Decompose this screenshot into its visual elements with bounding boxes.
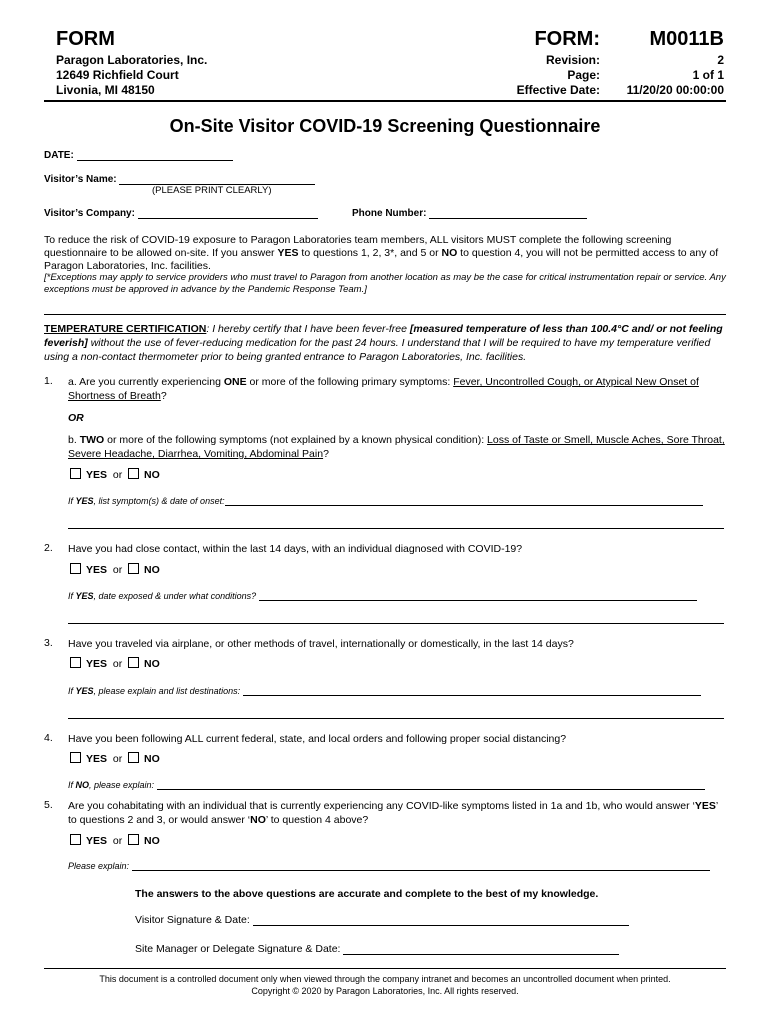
- q3-text: Have you traveled via airplane, or other methods of travel, internationally or domestically, in the last 14 days?: [68, 638, 574, 650]
- q1b-bold: TWO: [79, 434, 105, 446]
- q1-followup: [68, 496, 703, 506]
- page-title: On-Site Visitor COVID-19 Screening Questionnaire: [169, 116, 601, 136]
- q2-if-pre: If: [68, 591, 76, 601]
- company-address: [56, 53, 207, 98]
- manager-signature-line[interactable]: [343, 944, 619, 955]
- q1-no-checkbox[interactable]: [128, 468, 139, 479]
- page-value: 1 of 1: [692, 68, 724, 82]
- q2-yes-label: YES: [86, 564, 108, 576]
- header-divider: [44, 100, 726, 102]
- form-key: FORM:: [534, 28, 600, 50]
- q1b-symptoms: Loss of Taste or Smell, Muscle Aches, Sore Throat, Severe Headache, Diarrhea, Vomiting, Abdominal Pain: [68, 434, 725, 460]
- q4-yes-label: YES: [86, 753, 108, 765]
- intro-no: NO: [441, 247, 458, 259]
- temperature-text-1: : I hereby certify that I have been fever-free: [206, 323, 410, 335]
- intro-text-3: to question 4, you will not be permitted access to any of Paragon Laboratories, Inc. facilities.: [44, 247, 719, 272]
- q2-if-text: , date exposed & under what conditions?: [93, 591, 257, 601]
- q1a-text: [68, 375, 726, 403]
- q1b-end: ?: [323, 448, 329, 460]
- revision-value: 2: [717, 53, 724, 67]
- intro-paragraph: [44, 234, 726, 273]
- q5-or-label: or: [112, 835, 123, 847]
- form-number: M0011B: [649, 28, 724, 50]
- q4-or-label: or: [112, 753, 123, 765]
- visitor-company-field: [44, 208, 318, 219]
- temperature-certification: [44, 322, 726, 364]
- q1-choices: [70, 468, 160, 481]
- intro-text-2: to questions 1, 2, 3*, and 5 or: [298, 247, 442, 259]
- q2-no-checkbox[interactable]: [128, 563, 139, 574]
- temperature-text-2: without the use of fever-reducing medication for the past 24 hours. I understand that I will be required to have my temperature verified using a non-contact thermometer prior to being granted entrance to Paragon Laboratories, Inc. facilities.: [44, 337, 711, 363]
- q1a-bold: ONE: [223, 376, 247, 388]
- q5-answer-line[interactable]: [132, 861, 710, 871]
- exception-note: [*Exceptions may apply to service providers who must travel to Paragon from another location as may be the case for critical instrumentation repair or service. Any exceptions must be approved in advance by the Pandemic Response Team.]: [44, 272, 726, 295]
- footer-copyright: Copyright © 2020 by Paragon Laboratories, Inc. All rights reserved.: [251, 986, 519, 996]
- page-label: Page:: [567, 68, 600, 82]
- effective-date-label: Effective Date:: [516, 83, 600, 97]
- q5-no-label: NO: [144, 835, 160, 847]
- q1-number: 1.: [44, 375, 53, 387]
- q4-answer-line[interactable]: [157, 780, 705, 790]
- q1-answer-line-2[interactable]: [68, 528, 724, 529]
- q1-yes-label: YES: [86, 469, 108, 481]
- visitor-company-label: Visitor’s Company:: [44, 208, 135, 219]
- effective-date-value: 11/20/20 00:00:00: [626, 83, 724, 97]
- q3-answer-line[interactable]: [243, 686, 701, 696]
- q4-if-pre: If: [68, 780, 76, 790]
- date-label: DATE:: [44, 150, 74, 161]
- visitor-name-label: Visitor’s Name:: [44, 174, 117, 185]
- address-line-2: Livonia, MI 48150: [56, 83, 155, 97]
- q2-or-label: or: [112, 564, 123, 576]
- temperature-threshold: [measured temperature of less than 100.4°C and/ or not feeling feverish]: [44, 323, 723, 349]
- q2-number: 2.: [44, 542, 53, 554]
- q4-no-checkbox[interactable]: [128, 752, 139, 763]
- q4-choices: [70, 752, 160, 765]
- q5-followup: [68, 861, 710, 871]
- q3-choices: [70, 657, 160, 670]
- q5-explain-label: Please explain:: [68, 861, 130, 871]
- q4-yes-checkbox[interactable]: [70, 752, 81, 763]
- print-clearly-note: (PLEASE PRINT CLEARLY): [152, 185, 272, 196]
- footer-controlled-note: This document is a controlled document only when viewed through the company intranet and becomes an uncontrolled document when printed.: [99, 974, 671, 984]
- phone-number-label: Phone Number:: [352, 208, 427, 219]
- q3-yes-checkbox[interactable]: [70, 657, 81, 668]
- form-label: FORM: [56, 28, 115, 50]
- q4-if-text: , please explain:: [89, 780, 155, 790]
- q3-no-checkbox[interactable]: [128, 657, 139, 668]
- visitor-name-field: [44, 174, 315, 185]
- company-block: [56, 28, 207, 98]
- q5-text-3: ’ to question 4 above?: [265, 814, 369, 826]
- q4-text: Have you been following ALL current federal, state, and local orders and following proper social distancing?: [68, 733, 567, 745]
- visitor-company-input-line[interactable]: [138, 208, 318, 219]
- q3-answer-line-2[interactable]: [68, 718, 724, 719]
- q4-number: 4.: [44, 732, 53, 744]
- intro-yes: YES: [277, 247, 299, 259]
- company-name: Paragon Laboratories, Inc.: [56, 53, 208, 67]
- intro-text-1: To reduce the risk of COVID-19 exposure to Paragon Laboratories team members, ALL visitors MUST complete the following screening questionnaire to be allowed on-site. If you answer: [44, 234, 672, 259]
- q4-no-label: NO: [144, 753, 160, 765]
- q1b-pre: b.: [68, 434, 80, 446]
- q1-if-bold: YES: [75, 496, 94, 506]
- q3-or-label: or: [112, 658, 123, 670]
- q2-text: Have you had close contact, within the last 14 days, with an individual diagnosed with COVID-19?: [68, 543, 523, 555]
- address-line-1: 12649 Richfield Court: [56, 68, 179, 82]
- date-input-line[interactable]: [77, 150, 233, 161]
- visitor-signature-label: Visitor Signature & Date:: [135, 914, 250, 926]
- q3-no-label: NO: [144, 658, 160, 670]
- q5-yes-label: YES: [86, 835, 108, 847]
- q2-choices: [70, 563, 160, 576]
- q4-followup: [68, 780, 705, 790]
- q1a-symptoms: Fever, Uncontrolled Cough, or Atypical New Onset of Shortness of Breath: [68, 376, 699, 402]
- manager-signature-label: Site Manager or Delegate Signature & Date:: [135, 943, 341, 955]
- form-meta-values: [610, 28, 724, 98]
- q1-or: OR: [68, 412, 84, 424]
- q2-yes-checkbox[interactable]: [70, 563, 81, 574]
- certification-statement: The answers to the above questions are accurate and complete to the best of my knowledge.: [135, 888, 599, 900]
- q5-yes-bold: YES: [694, 800, 716, 812]
- q5-yes-checkbox[interactable]: [70, 834, 81, 845]
- q1a-pre: a. Are you currently experiencing: [68, 376, 224, 388]
- visitor-signature-field: [135, 914, 629, 926]
- section-divider: [44, 314, 726, 315]
- q5-text-1: Are you cohabitating with an individual that is currently experiencing any COVID-like symptoms listed in 1a and 1b, who would answer ‘: [68, 800, 695, 812]
- q2-answer-line[interactable]: [259, 591, 697, 601]
- date-field: [44, 150, 233, 161]
- visitor-name-input-line[interactable]: [119, 174, 315, 185]
- q4-if-bold: NO: [75, 780, 90, 790]
- q2-if-bold: YES: [75, 591, 94, 601]
- manager-signature-field: [135, 943, 619, 955]
- q5-choices: [70, 834, 160, 847]
- q2-followup: [68, 591, 697, 601]
- q5-no-bold: NO: [250, 814, 266, 826]
- form-meta-labels: [470, 28, 600, 98]
- q3-number: 3.: [44, 637, 53, 649]
- q1-answer-line[interactable]: [225, 496, 703, 506]
- revision-label: Revision:: [545, 53, 600, 67]
- q5-text-2: ’ to questions 2 and 3, or would answer ‘: [68, 800, 718, 826]
- q5-text: [68, 799, 726, 827]
- phone-number-field: [352, 208, 587, 219]
- q2-answer-line-2[interactable]: [68, 623, 724, 624]
- q5-number: 5.: [44, 799, 53, 811]
- q5-no-checkbox[interactable]: [128, 834, 139, 845]
- q3-if-bold: YES: [75, 686, 94, 696]
- q1a-mid: or more of the following primary symptoms:: [246, 376, 454, 388]
- q3-followup: [68, 686, 701, 696]
- q1-or-label: or: [112, 469, 123, 481]
- q1-if-pre: If: [68, 496, 76, 506]
- q1b-mid: or more of the following symptoms (not explained by a known physical condition):: [104, 434, 488, 446]
- q3-yes-label: YES: [86, 658, 108, 670]
- phone-number-input-line[interactable]: [429, 208, 587, 219]
- q1-yes-checkbox[interactable]: [70, 468, 81, 479]
- visitor-signature-line[interactable]: [253, 915, 629, 926]
- footer-divider: [44, 968, 726, 969]
- temperature-heading: TEMPERATURE CERTIFICATION: [44, 323, 207, 335]
- q1a-end: ?: [160, 390, 167, 402]
- q1-no-label: NO: [144, 469, 160, 481]
- q1-if-text: , list symptom(s) & date of onset:: [93, 496, 225, 506]
- q3-if-text: , please explain and list destinations:: [93, 686, 241, 696]
- q1b-text: [68, 433, 726, 461]
- q2-no-label: NO: [144, 564, 160, 576]
- q3-if-pre: If: [68, 686, 76, 696]
